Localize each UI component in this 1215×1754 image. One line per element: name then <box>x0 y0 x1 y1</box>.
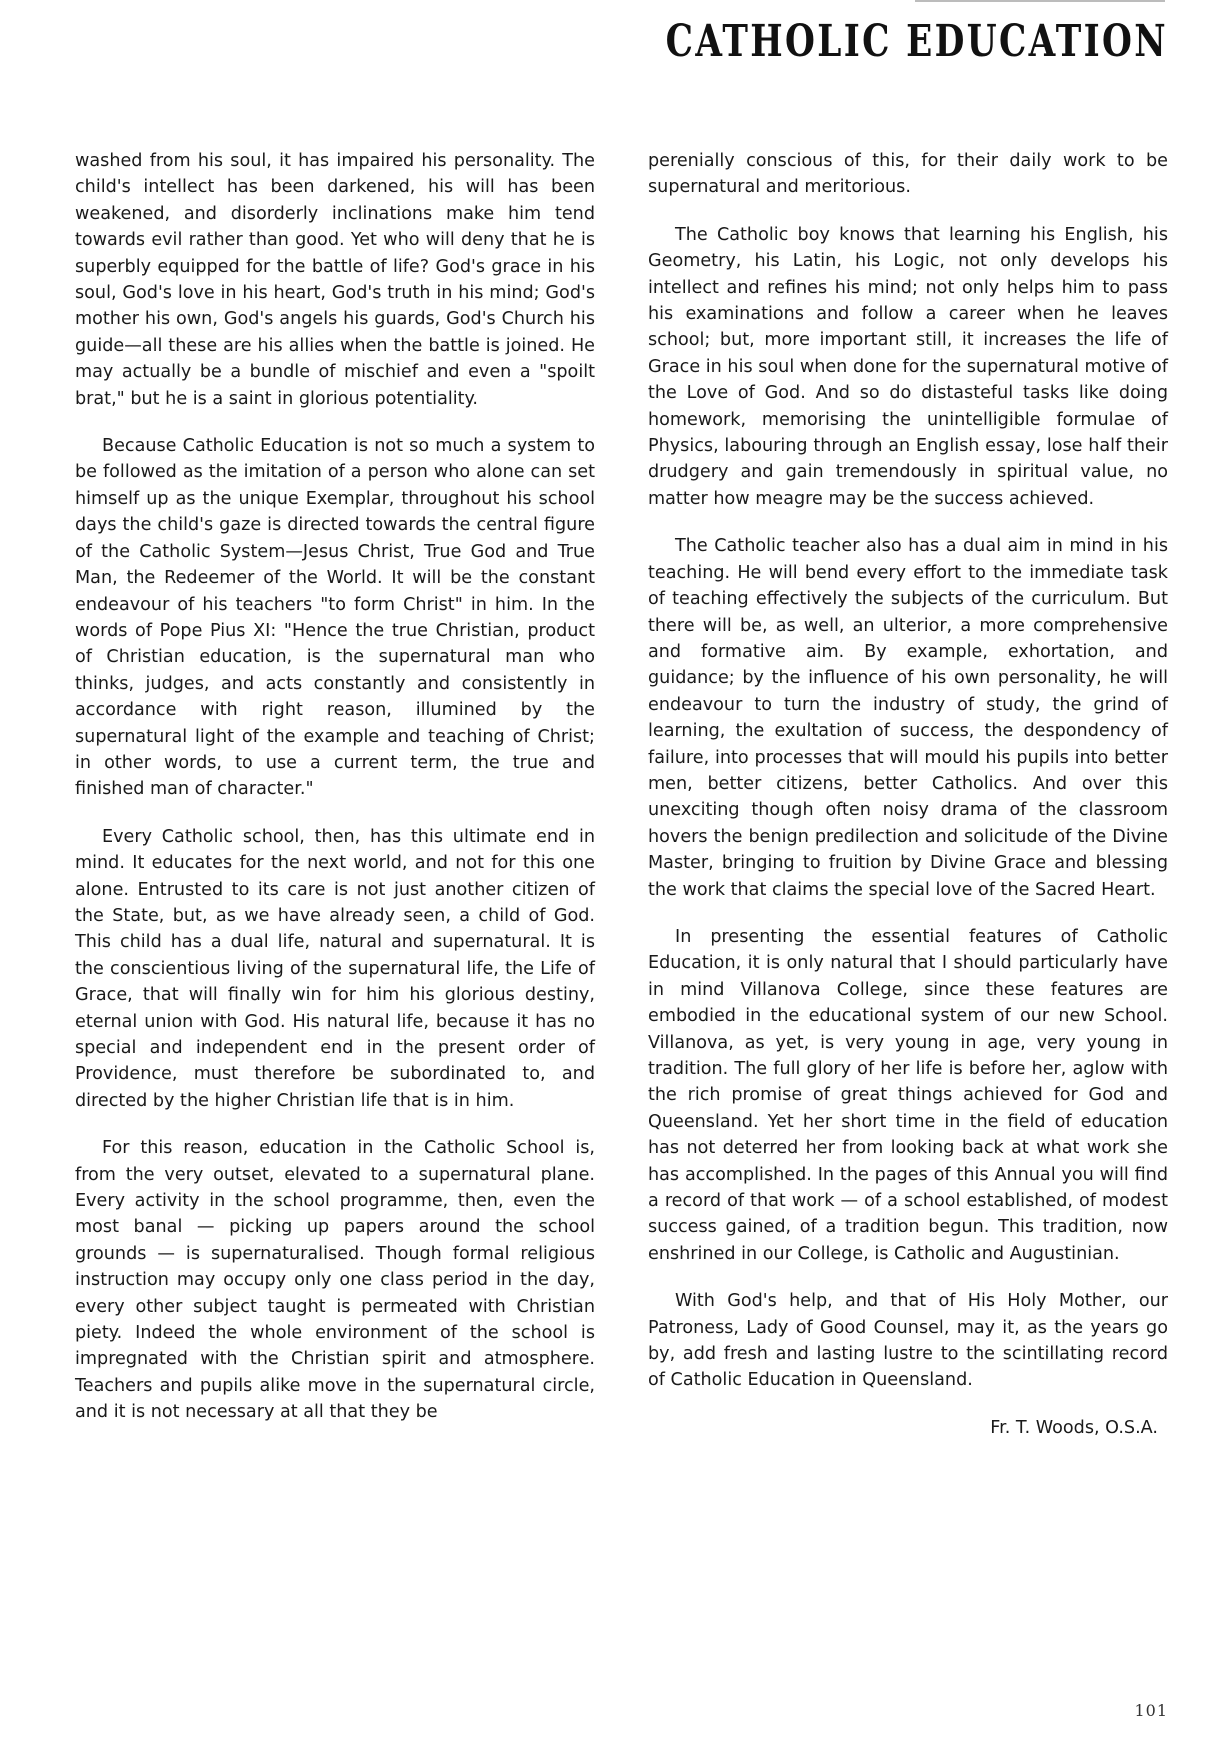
right-paragraph-3: The Catholic teacher also has a dual aim in mind in his teaching. He will bend every effort to the immediate task of teaching effectively the subjects of the curriculum. But there will be, as well, an ulterior, a more comprehensive and formative aim. By example, exhortation, and guidance; by the influence of his own personality, he will endeavour to turn the industry of study, the grind of learning, the exultation of success, the despondency of failure, into processes that will mould his pupils into better men, better citizens, better Catholics. And over this unexciting though often noisy drama of the classroom hovers the benign predilection and solicitude of the Divine Master, bringing to fruition by Divine Grace and blessing the work that claims the special love of the Sacred Heart. <box>648 536 1168 900</box>
left-column <box>75 148 595 1447</box>
right-paragraph-2: The Catholic boy knows that learning his English, his Geometry, his Latin, his Logic, not only develops his intellect and refines his mind; not only helps him to pass his examinations and follow a career when he leaves school; but, more important still, it increases the life of Grace in his soul when done for the supernatural motive of the Love of God. And so do distasteful tasks like doing homework, memorising the unintelligible formulae of Physics, labouring through an English essay, lose half their drudgery and gain tremendously in spiritual value, no matter how meagre may be the success achieved. <box>648 224 1168 509</box>
right-paragraph-1: perenially conscious of this, for their daily work to be supernatural and meritorious. <box>648 151 1168 198</box>
author-signature: Fr. T. Woods, O.S.A. <box>990 1417 1158 1438</box>
left-paragraph-3: Every Catholic school, then, has this ultimate end in mind. It educates for the next world, and not for this one alone. Entrusted to its care is not just another citizen of the State, but, as we have already seen, a child of God. This child has a dual life, natural and supernatural. It is the conscientious living of the supernatural life, the Life of Grace, that will finally win for him his glorious destiny, eternal union with God. His natural life, because it has no special and independent end in the present order of Providence, must therefore be subordinated to, and directed by the higher Christian life that is in him. <box>75 826 595 1111</box>
page-title: CATHOLIC EDUCATION <box>665 16 1168 67</box>
right-paragraph-4: In presenting the essential features of Catholic Education, it is only natural that I should particularly have in mind Villanova College, since these features are embodied in the educational system of our new School. Villanova, as yet, is very young in age, very young in tradition. The full glory of her life is before her, aglow with the rich promise of great things achieved for God and Queensland. Yet her short time in the field of education has not deterred her from looking back at what work she has accomplished. In the pages of this Annual you will find a record of that work — of a school established, of modest success gained, of a tradition begun. This tradition, now enshrined in our College, is Catholic and Augustinian. <box>648 926 1168 1264</box>
left-paragraph-1: washed from his soul, it has impaired his personality. The child's intellect has been darkened, his will has been weakened, and disorderly inclinations make him tend towards evil rather than good. Yet who will deny that he is superbly equipped for the battle of life? God's grace in his soul, God's love in his heart, God's truth in his mind; God's mother his own, God's angels his guards, God's Church his guide—all these are his allies when the battle is joined. He may actually be a bundle of mischief and even a "spoilt brat," but he is a saint in glorious potentiality. <box>75 151 595 409</box>
left-paragraph-4: For this reason, education in the Catholic School is, from the very outset, elevated to a supernatural plane. Every activity in the school programme, then, even the most banal — picking up papers around the school grounds — is supernaturalised. Though formal religious instruction may occupy only one class period in the day, every other subject taught is permeated with Christian piety. Indeed the whole environment of the school is impregnated with the Christian spirit and atmosphere. Teachers and pupils alike move in the supernatural circle, and it is not necessary at all that they be <box>75 1138 595 1423</box>
right-column <box>648 148 1168 1441</box>
right-paragraph-5: With God's help, and that of His Holy Mother, our Patroness, Lady of Good Counsel, may it, as the years go by, add fresh and lasting lustre to the scintillating record of Catholic Education in Queensland. <box>648 1291 1168 1391</box>
header-rule <box>915 0 1165 2</box>
left-paragraph-2: Because Catholic Education is not so much a system to be followed as the imitation of a person who alone can set himself up as the unique Exemplar, throughout his school days the child's gaze is directed towards the central figure of the Catholic System—Jesus Christ, True God and True Man, the Redeemer of the World. It will be the constant endeavour of his teachers "to form Christ" in him. In the words of Pope Pius XI: "Hence the true Christian, product of Christian education, is the supernatural man who thinks, judges, and acts constantly and consistently in accordance with right reason, illumined by the supernatural light of the example and teaching of Christ; in other words, to use a current term, the true and finished man of character." <box>75 436 595 800</box>
page-number: 101 <box>1134 1701 1168 1720</box>
